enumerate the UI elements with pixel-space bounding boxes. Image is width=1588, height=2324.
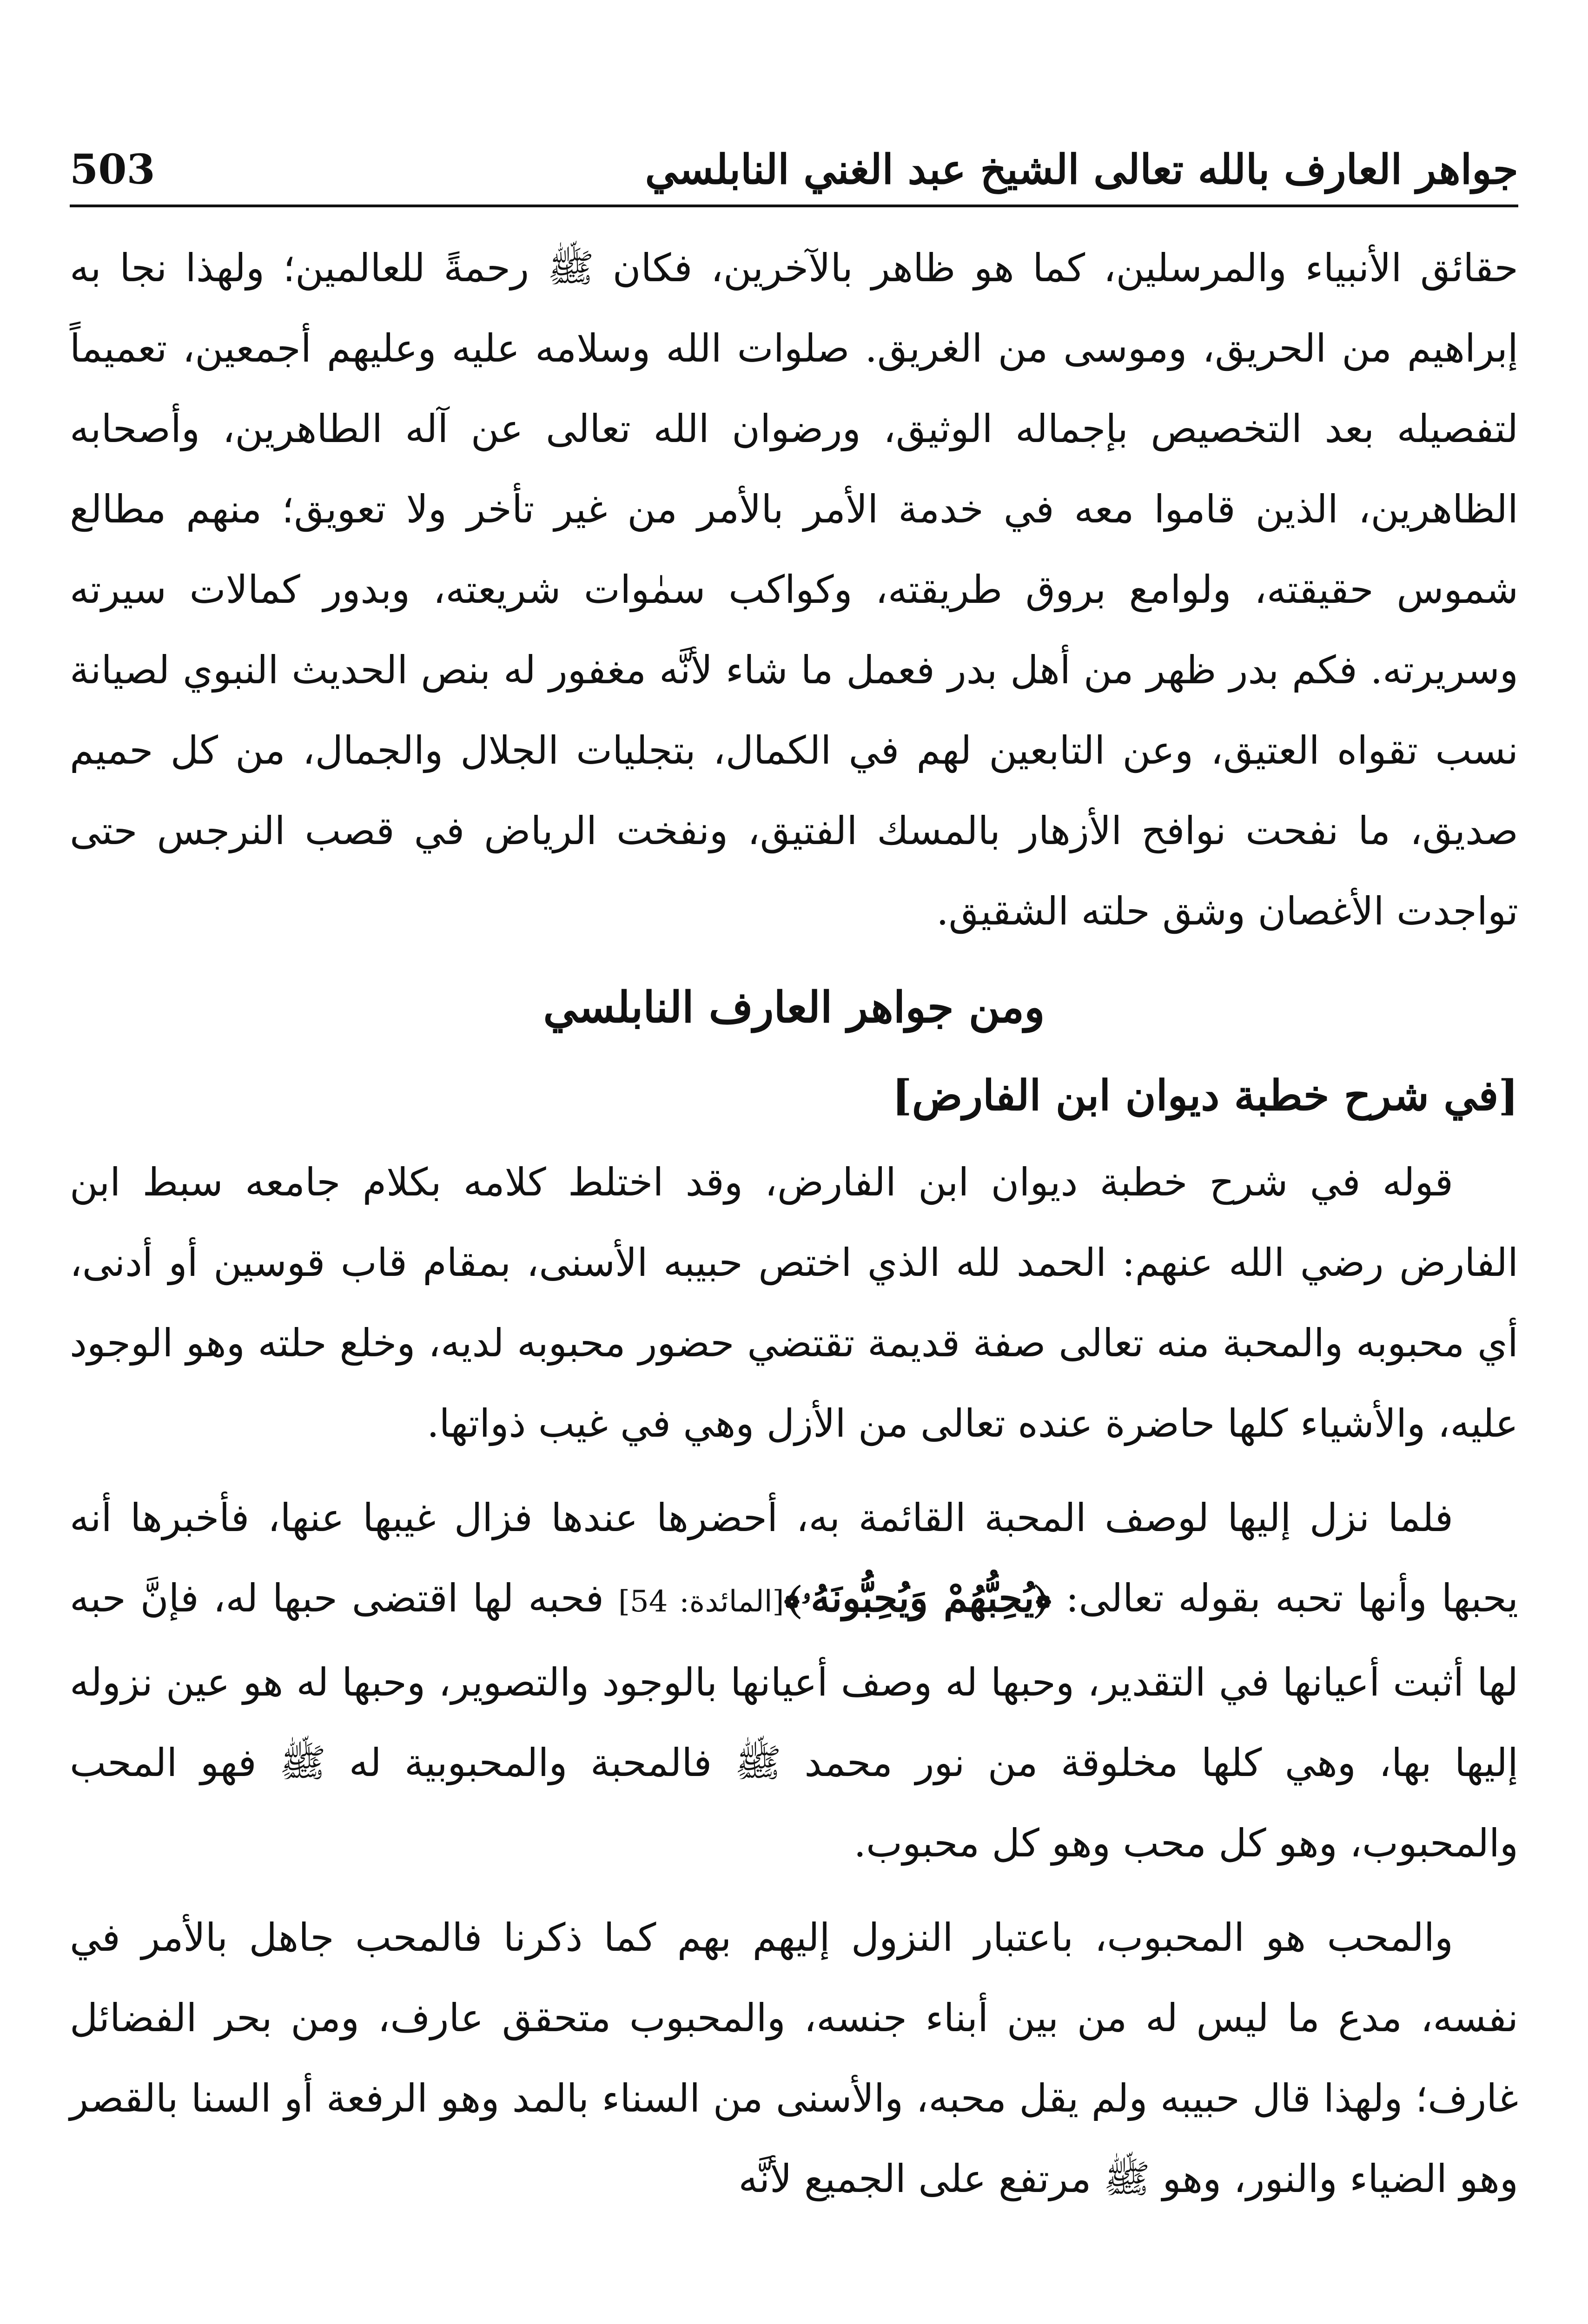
opening-paragraph: حقائق الأنبياء والمرسلين، كما هو ظاهر بالآخرين، فكان ﷺ رحمةً للعالمين؛ ولهذا نجا به إبراهيم من الحريق، وموسى من الغريق. صلوات الله وسلامه عليه وعليهم أجمعين، تعميماً لتفصيله بعد التخصيص بإجماله الوثيق، ورضوان الله تعالى عن آله الطاهرين، وأصحابه الظاهرين، الذين قاموا معه في خدمة الأمر بالأمر من غير تأخر ولا تعويق؛ منهم مطالع شموس حقيقته، ولوامع بروق طريقته، وكواكب سمٰوات شريعته، وبدور كمالات سيرته وسريرته. فكم بدر ظهر من أهل بدر فعمل ما شاء لأنَّه مغفور له بنص الحديث النبوي لصيانة نسب تقواه العتيق، وعن التابعين لهم في الكمال، بتجليات الجلال والجمال، من كل حميم صديق، ما نفحت نوافح الأزهار بالمسك الفتيق، ونفخت الرياض في قصب النرجس حتى تواجدت الأغصان وشق حلته الشقيق. — [70, 245, 1518, 934]
page-number: 503 — [70, 145, 155, 193]
paragraph-2-lead: فلما نزل إليها لوصف المحبة القائمة به، أحضرها عندها فزال غيبها عنها، فأخبرها أنه يحبها وأنها تحبه بقوله تعالى: — [70, 1495, 1518, 1621]
paragraph-3: والمحب هو المحبوب، باعتبار النزول إليهم بهم كما ذكرنا فالمحب جاهل بالأمر في نفسه، مدع ما ليس له من بين أبناء جنسه، والمحبوب متحقق عارف، ومن بحر الفضائل غارف؛ ولهذا قال حبيبه ولم يقل محبه، والأسنى من السناء بالمد وهو الرفعة أو السنا بالقصر وهو الضياء والنور، وهو ﷺ مرتفع على الجميع لأنَّه — [70, 1915, 1518, 2201]
sub-heading: [في شرح خطبة ديوان ابن الفارض] — [892, 1071, 1518, 1120]
section-heading: ومن جواهر العارف النابلسي — [543, 982, 1045, 1032]
running-title: جواهر العارف بالله تعالى الشيخ عبد الغني النابلسي — [645, 145, 1518, 193]
running-header — [70, 135, 1518, 207]
quran-quote: ﴿يُحِبُّهُمْ وَيُحِبُّونَهُۥ﴾ — [784, 1575, 1052, 1621]
body-text — [70, 228, 1518, 2219]
paragraph-1: قوله في شرح خطبة ديوان ابن الفارض، وقد اختلط كلامه بكلام جامعه سبط ابن الفارض رضي الله عنهم: الحمد لله الذي اختص حبيبه الأسنى، بمقام قاب قوسين أو أدنى، أي محبوبه والمحبة منه تعالى صفة قديمة تقتضي حضور محبوبه لديه، وخلع حلته وهو الوجود عليه، والأشياء كلها حاضرة عنده تعالى من الأزل وهي في غيب ذواتها. — [70, 1160, 1518, 1446]
paragraph-2-rest: فحبه لها اقتضى حبها له، فإنَّ حبه لها أثبت أعيانها في التقدير، وحبها له وصف أعيانها بالوجود والتصوير، وحبها له هو عين نزوله إليها بها، وهي كلها مخلوقة من نور محمد ﷺ فالمحبة والمحبوبية له ﷺ فهو المحب والمحبوب، وهو كل محب وهو كل محبوب. — [70, 1576, 1518, 1866]
quran-reference: [المائدة: 54] — [618, 1585, 784, 1619]
paragraph-2 — [70, 1478, 1518, 1883]
